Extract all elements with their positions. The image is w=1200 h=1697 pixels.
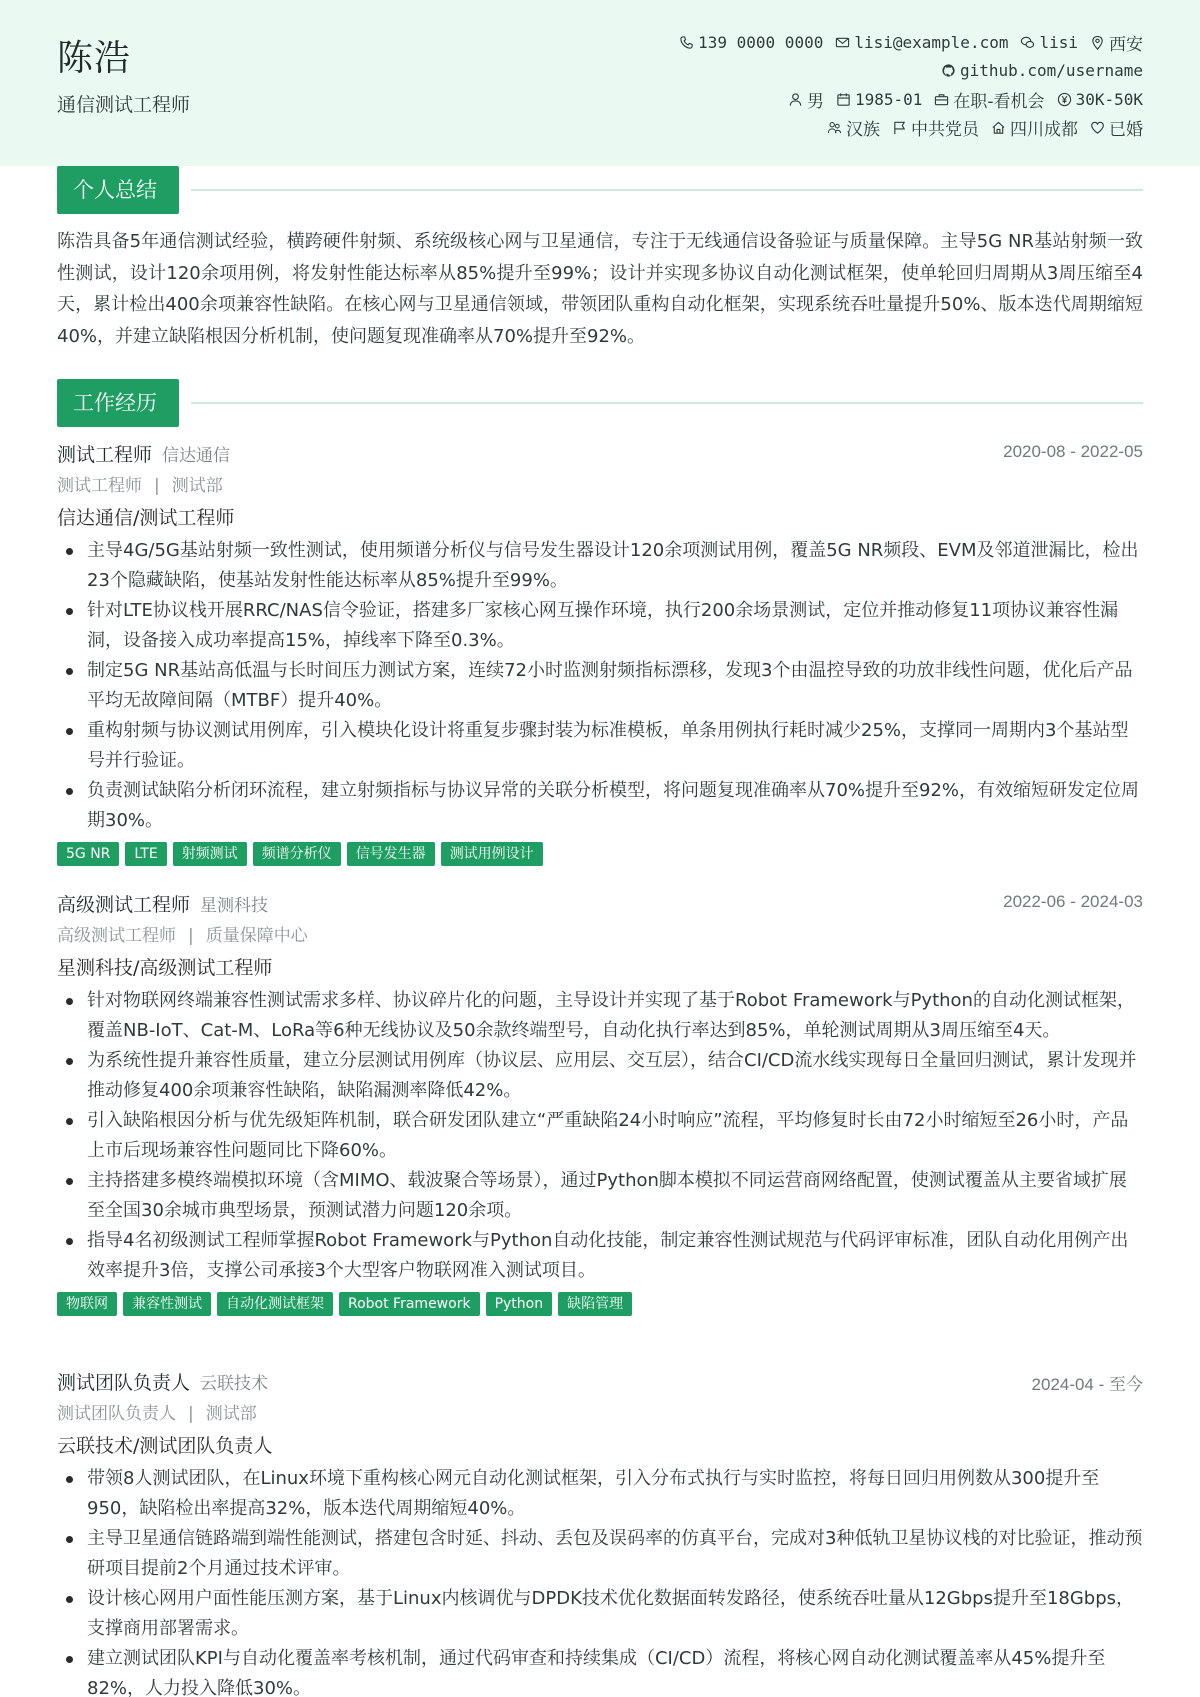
- job-bullet: 针对物联网终端兼容性测试需求多样、协议碎片化的问题，主导设计并实现了基于Robot Framework与Python的自动化测试框架，覆盖NB-IoT、Cat-M、LoRa等6种无线协议及50余款终端型号，自动化执行率达到85%，单轮测试周期从3周压缩至4天。: [57, 986, 1143, 1046]
- job-date: 2024-04 - 至今: [1031, 1375, 1143, 1394]
- job-org-line: 云联技术/测试团队负责人: [57, 1435, 273, 1457]
- github-icon: [941, 63, 956, 78]
- contact-birth: 1985-01: [836, 90, 922, 109]
- job-bullet: 引入缺陷根因分析与优先级矩阵机制，联合研发团队建立“严重缺陷24小时响应”流程，平均修复时长由72小时缩短至26小时，产品上市后现场兼容性问题同比下降60%。: [57, 1106, 1143, 1166]
- contact-status: 在职-看机会: [934, 87, 1044, 112]
- skill-tag: Robot Framework: [339, 1292, 480, 1316]
- job-date: 2022-06 - 2024-03: [1003, 892, 1143, 911]
- job-dept: 测试部: [205, 1404, 257, 1424]
- job-tags: [57, 842, 1143, 866]
- job-entry: [57, 440, 1143, 866]
- summary-text: 陈浩具备5年通信测试经验，横跨硬件射频、系统级核心网与卫星通信，专注于无线通信设备验证与质量保障。主导5G NR基站射频一致性测试，设计120余项用例，将发射性能达标率从85%提升至99%；设计并实现多协议自动化测试框架，使单轮回归周期从3周压缩至4天，累计检出400余项兼容性缺陷。在核心网与卫星通信领域，带领团队重构自动化框架，实现系统吞吐量提升50%、版本迭代周期缩短40%，并建立缺陷根因分析机制，使问题复现准确率从70%提升至92%。: [57, 231, 1143, 347]
- contact-block: [667, 28, 1143, 142]
- wechat-icon: [1020, 35, 1035, 50]
- job-entry: [57, 1368, 1143, 1697]
- person-icon: [788, 92, 803, 107]
- resume-header: [0, 0, 1200, 166]
- job-entry: [57, 890, 1143, 1316]
- contact-row-2: [667, 57, 1143, 86]
- job-company: 云联技术: [200, 1374, 269, 1394]
- job-separator: |: [188, 1404, 194, 1424]
- job-org-line: 星测科技/高级测试工程师: [57, 957, 273, 979]
- skill-tag: 自动化测试框架: [217, 1292, 333, 1316]
- contact-row-1: [667, 28, 1143, 57]
- job-sub-role: 测试工程师: [57, 476, 142, 496]
- job-org-line: 信达通信/测试工程师: [57, 507, 235, 529]
- job-bullet: 设计核心网用户面性能压测方案，基于Linux内核调优与DPDK技术优化数据面转发路径，使系统吞吐量从12Gbps提升至18Gbps，支撑商用部署需求。: [57, 1584, 1143, 1644]
- job-sub-role: 高级测试工程师: [57, 926, 176, 946]
- job-bullet: 带领8人测试团队，在Linux环境下重构核心网元自动化测试框架，引入分布式执行与实时监控，将每日回归用例数从300提升至950，缺陷检出率提高32%，版本迭代周期缩短40%。: [57, 1464, 1143, 1524]
- flag-icon: [892, 120, 907, 135]
- job-bullet: 针对LTE协议栈开展RRC/NAS信令验证，搭建多厂家核心网互操作环境，执行200余场景测试，定位并推动修复11项协议兼容性漏洞，设备接入成功率提高15%，掉线率下降至0.3%。: [57, 596, 1143, 656]
- job-role: 测试团队负责人: [57, 1372, 191, 1394]
- job-bullets: [57, 1464, 1143, 1697]
- candidate-title: 通信测试工程师: [57, 94, 191, 116]
- job-subline: [57, 1400, 1143, 1430]
- job-bullet: 重构射频与协议测试用例库，引入模块化设计将重复步骤封装为标准模板，单条用例执行耗时减少25%，支撑同一周期内3个基站型号并行验证。: [57, 716, 1143, 776]
- calendar-icon: [836, 92, 851, 107]
- skill-tag: 5G NR: [57, 842, 119, 866]
- job-role: 测试工程师: [57, 444, 153, 466]
- job-bullet: 指导4名初级测试工程师掌握Robot Framework与Python自动化技能，制定兼容性测试规范与代码评审标准，团队自动化用例产出效率提升3倍，支撑公司承接3个大型客户物联网准入测试项目。: [57, 1226, 1143, 1286]
- contact-hometown: 四川成都: [991, 115, 1078, 140]
- job-date: 2020-08 - 2022-05: [1003, 442, 1143, 461]
- job-role: 高级测试工程师: [57, 894, 191, 916]
- section-work-header: [57, 379, 1143, 427]
- home-icon: [991, 120, 1006, 135]
- candidate-name: 陈浩: [57, 38, 132, 79]
- job-bullet: 制定5G NR基站高低温与长时间压力测试方案，连续72小时监测射频指标漂移，发现3个由温控导致的功放非线性问题，优化后产品平均无故障间隔（MTBF）提升40%。: [57, 656, 1143, 716]
- contact-ethnicity: 汉族: [827, 115, 880, 140]
- job-separator: |: [188, 926, 194, 946]
- briefcase-icon: [934, 92, 949, 107]
- contact-politics: 中共党员: [892, 115, 979, 140]
- contact-salary: 30K-50K: [1057, 90, 1143, 109]
- job-company: 信达通信: [162, 446, 231, 466]
- contact-row-4: [667, 114, 1143, 143]
- job-dept: 测试部: [171, 476, 223, 496]
- job-bullet: 主导4G/5G基站射频一致性测试，使用频谱分析仪与信号发生器设计120余项测试用例，覆盖5G NR频段、EVM及邻道泄漏比，检出23个隐藏缺陷，使基站发射性能达标率从85%提升至99%。: [57, 536, 1143, 596]
- contact-location: 西安: [1090, 30, 1143, 55]
- job-subline: [57, 472, 1143, 502]
- people-icon: [827, 120, 842, 135]
- contact-github[interactable]: github.com/username: [941, 61, 1143, 80]
- heart-icon: [1090, 120, 1105, 135]
- job-bullet: 主持搭建多模终端模拟环境（含MIMO、载波聚合等场景），通过Python脚本模拟不同运营商网络配置，使测试覆盖从主要省域扩展至全国30余城市典型场景，预测试潜力问题120余项。: [57, 1166, 1143, 1226]
- skill-tag: Python: [486, 1292, 553, 1316]
- job-bullet: 建立测试团队KPI与自动化覆盖率考核机制，通过代码审查和持续集成（CI/CD）流程，将核心网自动化测试覆盖率从45%提升至82%，人力投入降低30%。: [57, 1644, 1143, 1697]
- job-dept: 质量保障中心: [205, 926, 308, 946]
- job-bullets: [57, 536, 1143, 836]
- phone-icon: [679, 35, 694, 50]
- job-company: 星测科技: [200, 896, 269, 916]
- job-bullet: 负责测试缺陷分析闭环流程，建立射频指标与协议异常的关联分析模型，将问题复现准确率从70%提升至92%，有效缩短研发定位周期30%。: [57, 776, 1143, 836]
- section-title-work: 工作经历: [57, 379, 179, 427]
- contact-row-3: [667, 85, 1143, 114]
- job-header: [57, 890, 1143, 920]
- contact-phone[interactable]: 139 0000 0000: [679, 33, 823, 52]
- skill-tag: 信号发生器: [347, 842, 435, 866]
- job-separator: |: [154, 476, 160, 496]
- skill-tag: 射频测试: [173, 842, 247, 866]
- job-bullet: 为系统性提升兼容性质量，建立分层测试用例库（协议层、应用层、交互层），结合CI/CD流水线实现每日全量回归测试，累计发现并推动修复400余项兼容性缺陷，缺陷漏测率降低42%。: [57, 1046, 1143, 1106]
- yen-coin-icon: [1057, 92, 1072, 107]
- section-divider: [191, 402, 1143, 404]
- job-bullets: [57, 986, 1143, 1286]
- skill-tag: 物联网: [57, 1292, 117, 1316]
- location-pin-icon: [1090, 35, 1105, 50]
- skill-tag: 测试用例设计: [441, 842, 543, 866]
- job-tags: [57, 1292, 1143, 1316]
- job-header: [57, 1368, 1143, 1398]
- skill-tag: 兼容性测试: [123, 1292, 211, 1316]
- section-title-summary: 个人总结: [57, 166, 179, 214]
- job-subline: [57, 922, 1143, 952]
- contact-gender: 男: [788, 87, 824, 112]
- job-header: [57, 440, 1143, 470]
- contact-email[interactable]: lisi@example.com: [835, 33, 1008, 52]
- mail-icon: [835, 35, 850, 50]
- job-bullet: 主导卫星通信链路端到端性能测试，搭建包含时延、抖动、丢包及误码率的仿真平台，完成对3种低轨卫星协议栈的对比验证，推动预研项目提前2个月通过技术评审。: [57, 1524, 1143, 1584]
- section-summary-header: [57, 166, 1143, 214]
- skill-tag: 缺陷管理: [558, 1292, 632, 1316]
- contact-marital: 已婚: [1090, 115, 1143, 140]
- skill-tag: LTE: [125, 842, 166, 866]
- skill-tag: 频谱分析仪: [253, 842, 341, 866]
- section-divider: [191, 189, 1143, 191]
- contact-wechat[interactable]: lisi: [1020, 33, 1078, 52]
- job-sub-role: 测试团队负责人: [57, 1404, 176, 1424]
